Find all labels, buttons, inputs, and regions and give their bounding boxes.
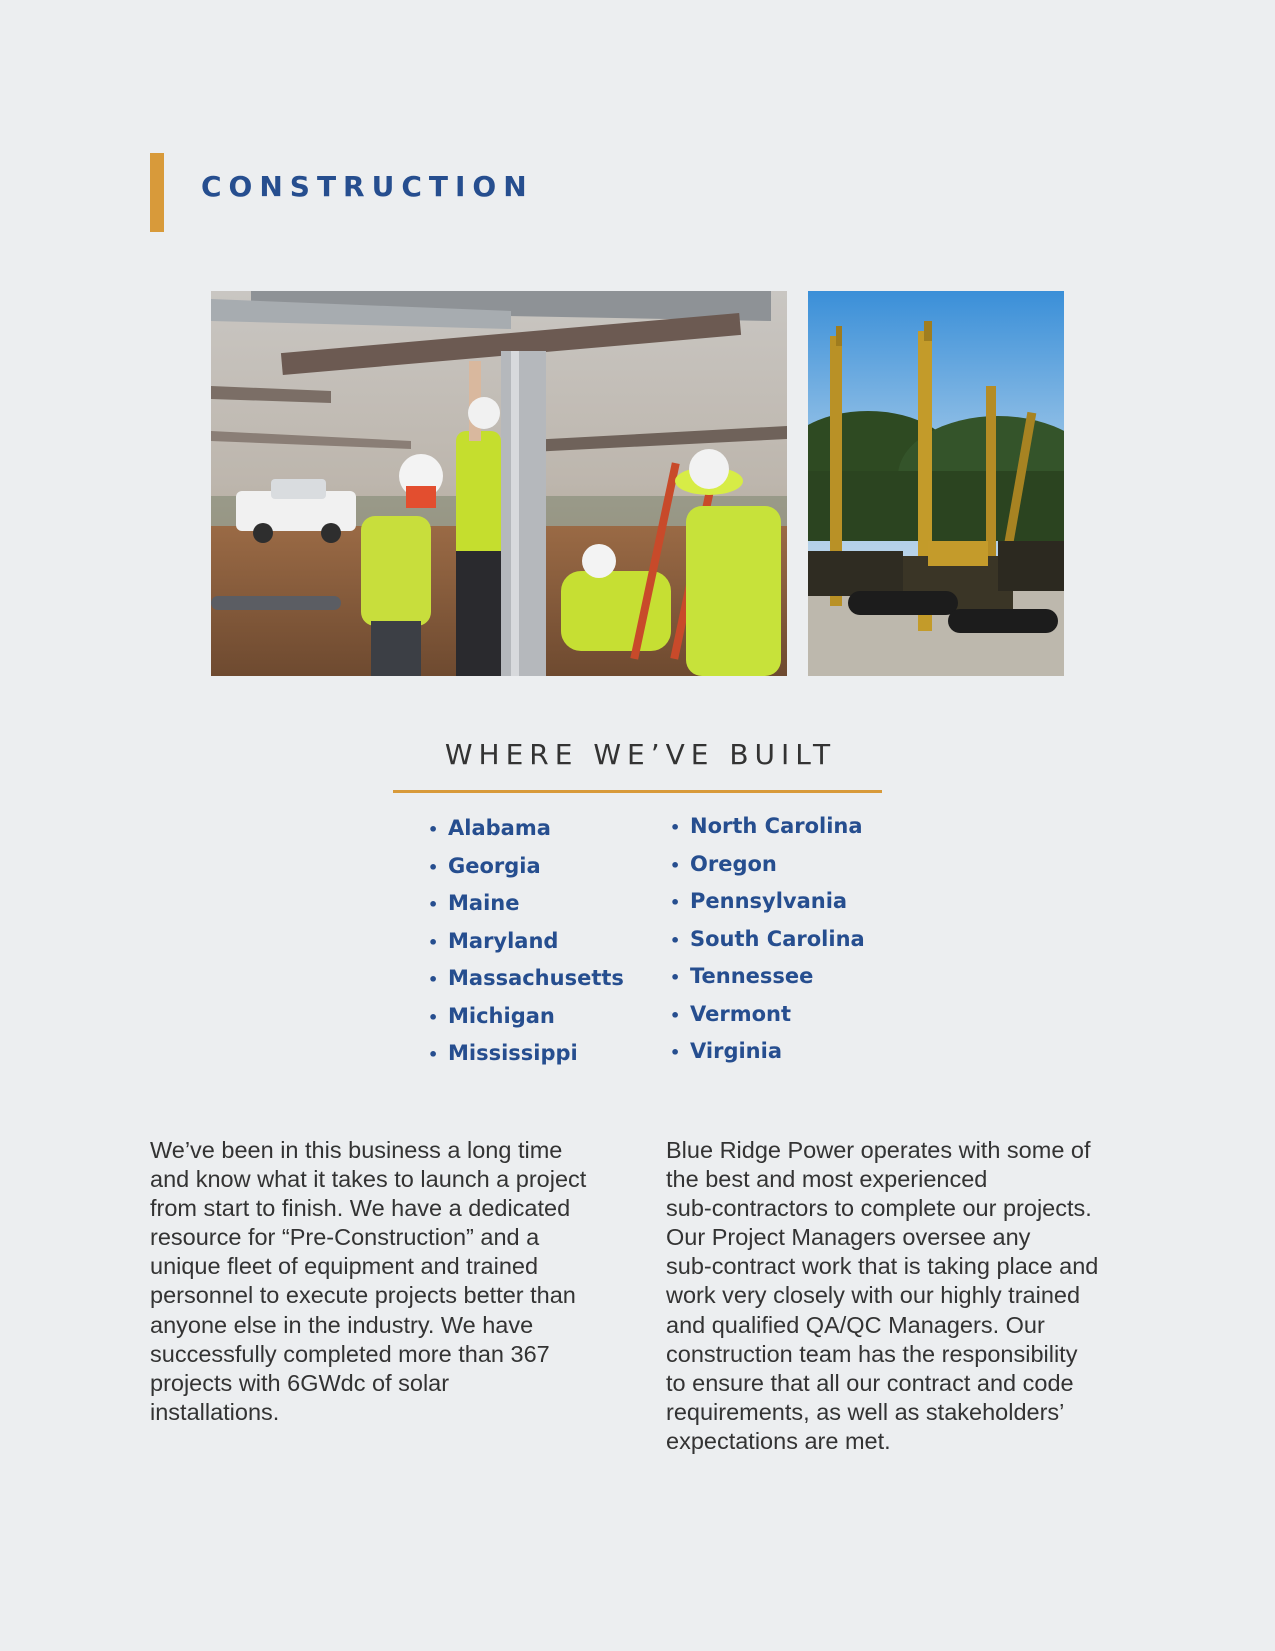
paragraph-line: successfully completed more than 367	[150, 1340, 550, 1367]
list-item	[670, 999, 865, 1037]
paragraph-line: requirements, as well as stakeholders’	[666, 1398, 1065, 1425]
state-name: Maryland	[448, 928, 559, 953]
bullet-icon: •	[670, 1043, 681, 1062]
bullet-icon: •	[670, 930, 681, 950]
state-name: Mississippi	[448, 1041, 578, 1065]
state-name: Georgia	[448, 853, 541, 878]
paragraph-line: personnel to execute projects better than	[150, 1282, 576, 1309]
bullet-icon: •	[428, 932, 439, 952]
state-name: Pennsylvania	[690, 889, 848, 913]
paragraph-line: Our Project Managers oversee any	[666, 1224, 1031, 1251]
paragraph-line: construction team has the responsibility	[666, 1340, 1078, 1367]
state-name: Virginia	[690, 1039, 782, 1063]
list-item	[428, 1038, 624, 1076]
paragraph-line: to ensure that all our contract and code	[666, 1369, 1074, 1396]
title-accent-bar	[150, 153, 164, 232]
list-item	[428, 888, 624, 926]
list-item	[670, 961, 865, 999]
body-paragraph-left	[150, 1136, 620, 1427]
state-name: South Carolina	[690, 926, 865, 951]
list-item	[428, 926, 624, 964]
paragraph-line: resource for “Pre-Construction” and a	[150, 1224, 540, 1251]
where-built-heading: WHERE WE’VE BUILT	[444, 738, 837, 771]
list-item	[670, 1036, 865, 1074]
paragraph-line: installations.	[150, 1398, 280, 1425]
paragraph-line: sub-contract work that is taking place and	[666, 1253, 1099, 1280]
state-name: Vermont	[690, 1001, 792, 1026]
list-item	[428, 963, 624, 1001]
state-name: Alabama	[448, 816, 551, 840]
states-list-column-2	[670, 811, 865, 1074]
bullet-icon: •	[670, 968, 681, 987]
bullet-icon: •	[670, 818, 681, 837]
bullet-icon: •	[670, 1005, 681, 1025]
paragraph-line: the best and most experienced	[666, 1166, 988, 1193]
states-list-column-1	[428, 813, 624, 1076]
paragraph-line: Blue Ridge Power operates with some of	[666, 1137, 1091, 1163]
paragraph-line: expectations are met.	[666, 1427, 891, 1454]
body-paragraph-right	[666, 1136, 1136, 1456]
page-title: CONSTRUCTION	[201, 170, 534, 203]
bullet-icon: •	[670, 855, 681, 875]
paragraph-line: anyone else in the industry. We have	[150, 1311, 534, 1338]
paragraph-line: and know what it takes to launch a project	[150, 1166, 587, 1193]
bullet-icon: •	[670, 893, 681, 912]
state-name: Oregon	[690, 851, 777, 876]
list-item	[670, 886, 865, 924]
bullet-icon: •	[428, 970, 439, 989]
bullet-icon: •	[428, 1007, 439, 1027]
paragraph-line: from start to finish. We have a dedicated	[150, 1195, 571, 1222]
state-name: North Carolina	[690, 814, 863, 838]
bullet-icon: •	[428, 857, 439, 877]
paragraph-line: work very closely with our highly trained	[666, 1282, 1081, 1309]
state-name: Michigan	[448, 1003, 555, 1028]
list-item	[428, 851, 624, 889]
pile-driving-rigs-photo	[808, 291, 1064, 676]
bullet-icon: •	[428, 1045, 439, 1064]
bullet-icon: •	[428, 820, 439, 839]
paragraph-line: sub-contractors to complete our projects.	[666, 1195, 1092, 1222]
list-item	[670, 924, 865, 962]
paragraph-line: projects with 6GWdc of solar	[150, 1369, 450, 1396]
state-name: Massachusetts	[448, 966, 624, 990]
state-name: Maine	[448, 891, 520, 915]
paragraph-line: unique fleet of equipment and trained	[150, 1253, 539, 1280]
state-name: Tennessee	[690, 964, 814, 988]
list-item	[670, 811, 865, 849]
bullet-icon: •	[428, 895, 439, 914]
list-item	[670, 849, 865, 887]
solar-installation-crew-photo	[211, 291, 787, 676]
list-item	[428, 1001, 624, 1039]
paragraph-line: We’ve been in this business a long time	[150, 1137, 563, 1163]
heading-divider	[393, 790, 882, 793]
paragraph-line: and qualified QA/QC Managers. Our	[666, 1311, 1045, 1338]
list-item	[428, 813, 624, 851]
